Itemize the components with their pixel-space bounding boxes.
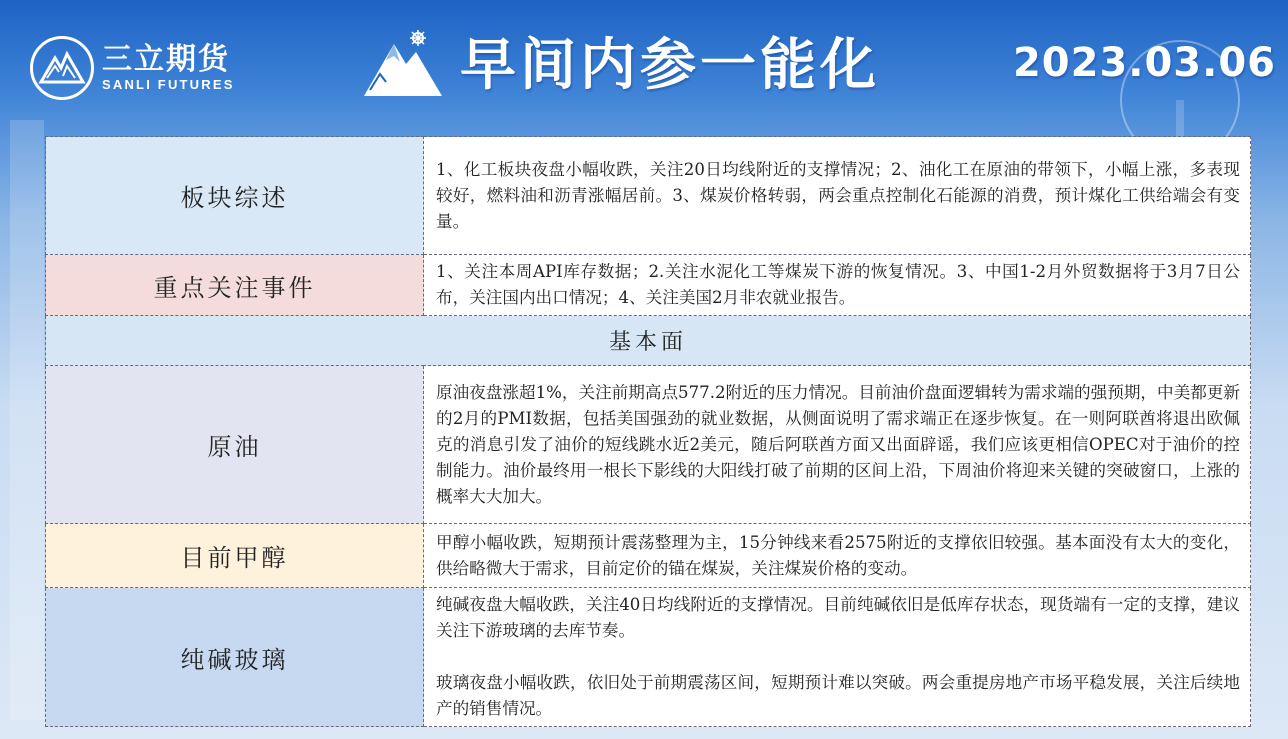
section-row bbox=[46, 316, 1251, 366]
row-label: 重点关注事件 bbox=[46, 255, 424, 316]
paragraph: 甲醇小幅收跌，短期预计震荡整理为主，15分钟线来看2575附近的支撑依旧较强。基本面没有太大的变化，供给略微大于需求，目前定价的锚在煤炭，关注煤炭价格的变动。 bbox=[436, 532, 1240, 578]
report-title bbox=[360, 30, 880, 102]
report-date: 2023.03.06 bbox=[1012, 40, 1276, 86]
mountain-logo-icon bbox=[30, 36, 94, 100]
logo-name-cn: 三立期货 bbox=[102, 43, 230, 76]
row-label: 板块综述 bbox=[46, 137, 424, 255]
row-content bbox=[424, 588, 1251, 727]
company-logo bbox=[30, 36, 235, 100]
paragraph: 1、关注本周API库存数据；2.关注水泥化工等煤炭下游的恢复情况。3、中国1-2月外贸数据将于3月7日公布，关注国内出口情况；4、关注美国2月非农就业报告。 bbox=[436, 262, 1240, 307]
row-content bbox=[424, 255, 1251, 316]
paragraph: 纯碱夜盘大幅收跌，关注40日均线附近的支撑情况。目前纯碱依旧是低库存状态，现货端有一定的支撑，建议关注下游玻璃的去库节奏。 bbox=[436, 595, 1240, 640]
row-content bbox=[424, 366, 1251, 524]
row-content bbox=[424, 137, 1251, 255]
logo-name-en: SANLI FUTURES bbox=[102, 77, 235, 92]
table-row bbox=[46, 524, 1251, 588]
row-label: 原油 bbox=[46, 366, 424, 524]
header bbox=[0, 0, 1288, 130]
mountain-snow-icon bbox=[360, 30, 446, 102]
table-row bbox=[46, 366, 1251, 524]
row-label: 目前甲醇 bbox=[46, 524, 424, 588]
section-title: 基本面 bbox=[46, 316, 1251, 366]
row-label: 纯碱玻璃 bbox=[46, 588, 424, 727]
table-row bbox=[46, 255, 1251, 316]
page-title: 早间内参一能化 bbox=[460, 33, 880, 98]
table-row bbox=[46, 588, 1251, 727]
paragraph: 原油夜盘涨超1%，关注前期高点577.2附近的压力情况。目前油价盘面逻辑转为需求端的强预期，中美都更新的2月的PMI数据，包括美国强劲的就业数据，从侧面说明了需求端正在逐步恢复。在一则阿联酋将退出欧佩克的消息引发了油价的短线跳水近2美元，随后阿联酋方面又出面辟谣，我们应该更相信OPEC对于油价的控制能力。油价最终用一根长下影线的大阳线打破了前期的区间上沿，下周油价将迎来关键的突破窗口，上涨的概率大大加大。 bbox=[436, 382, 1240, 506]
table-row bbox=[46, 137, 1251, 255]
row-content bbox=[424, 524, 1251, 588]
report-table bbox=[45, 136, 1251, 727]
paragraph: 1、化工板块夜盘小幅收跌，关注20日均线附近的支撑情况；2、油化工在原油的带领下，小幅上涨，多表现较好，燃料油和沥青涨幅居前。3、煤炭价格转弱，两会重点控制化石能源的消费，预计煤化工供给端会有变量。 bbox=[436, 159, 1240, 231]
paragraph: 玻璃夜盘小幅收跌，依旧处于前期震荡区间，短期预计难以突破。两会重提房地产市场平稳发展，关注后续地产的销售情况。 bbox=[436, 673, 1240, 718]
